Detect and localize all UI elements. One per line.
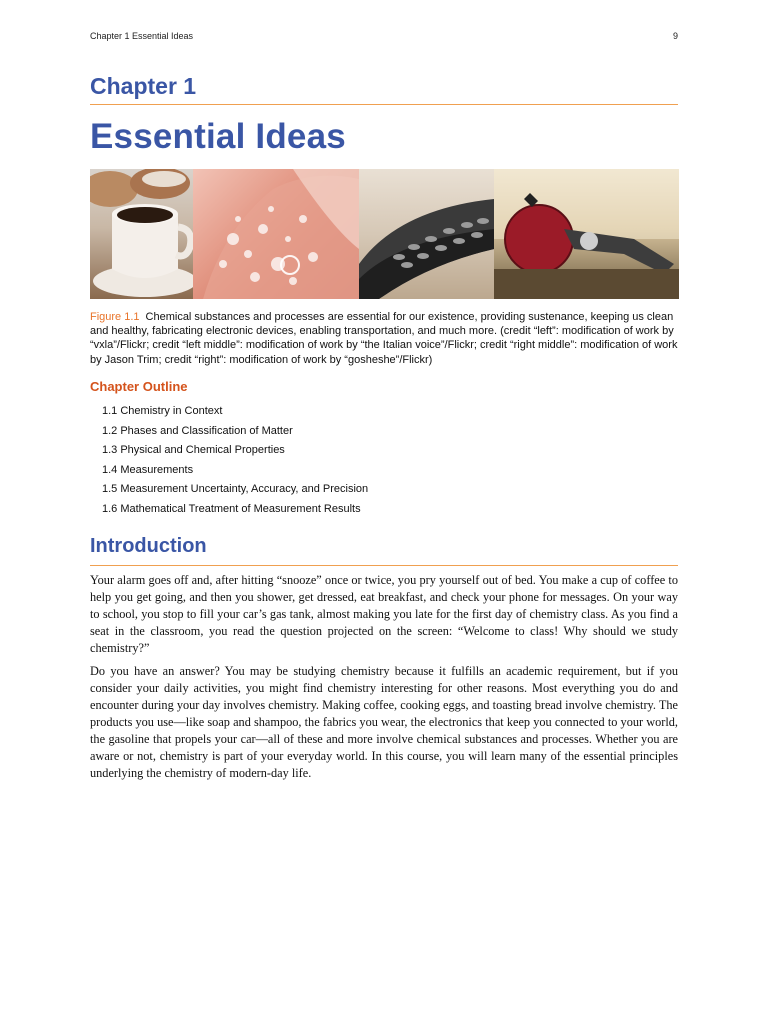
figure-banner-image [90, 169, 679, 299]
introduction-heading: Introduction [90, 535, 207, 557]
page-number: 9 [672, 31, 678, 41]
outline-item-1-3[interactable]: 1.3 Physical and Chemical Properties [102, 444, 285, 457]
outline-item-1-2[interactable]: 1.2 Phases and Classification of Matter [102, 424, 293, 437]
coffee-photo [90, 169, 193, 299]
fuel-nozzle-photo [494, 169, 679, 299]
figure-label: Figure 1.1 [90, 311, 140, 323]
chapter-outline-list [102, 404, 368, 522]
figure-caption-text: Chemical substances and processes are essential for our existence, providing sustenance, keeping us clean and healthy, fabricating electronic devices, enabling transportation, and much more. (credit “left”: modification of work by “vxla”/Flickr; credit “left middle”: modification of work by “the Italian voice”/Flickr; credit “right middle”: modification of work by Jason Trim; credit “right”: modification of work by “gosheshe”/Flickr) [90, 311, 678, 366]
introduction-paragraph-1: Your alarm goes off and, after hitting “snooze” once or twice, you pry yourself out of bed. You make a cup of coffee to help you get going, and then you shower, get dressed, eat breakfast, and check your phone for messages. On your way to school, you stop to fill your car’s gas tank, almost making you late for the first day of chemistry class. As you find a seat in the classroom, you read the question projected on the screen: “Welcome to class! Why should we study chemistry?” [90, 573, 678, 655]
chapter-outline-heading: Chapter Outline [90, 379, 188, 394]
running-header [90, 31, 678, 45]
running-title: Chapter 1 Essential Ideas [90, 31, 194, 41]
introduction-divider [90, 565, 678, 566]
chapter-divider [90, 104, 678, 105]
outline-item-1-5[interactable]: 1.5 Measurement Uncertainty, Accuracy, and Precision [102, 483, 369, 496]
phone-keypad-photo [359, 169, 494, 299]
outline-item-1-6[interactable]: 1.6 Mathematical Treatment of Measurement Results [102, 502, 361, 515]
chapter-label: Chapter 1 [90, 73, 197, 99]
outline-item-1-4[interactable]: 1.4 Measurements [102, 463, 194, 476]
chapter-title: Essential Ideas [90, 117, 346, 156]
introduction-paragraph-2: Do you have an answer? You may be studying chemistry because it fulfills an academic requirement, but if you consider your daily activities, you might find chemistry interesting for other reasons. Most everything you do and encounter during your day involves chemistry. Making coffee, cooking eggs, and toasting bread involve chemistry. The products you use—like soap and shampoo, the fabrics you wear, the electronics that keep you connected to your world, the gasoline that propels your car—all of these and more involve chemical substances and processes. Whether you are aware or not, chemistry is part of your everyday world. In this course, you will learn many of the essential principles underlying the chemistry of modern-day life. [90, 664, 678, 780]
figure-caption [90, 310, 678, 367]
soapy-hands-photo [193, 169, 359, 299]
outline-item-1-1[interactable]: 1.1 Chemistry in Context [102, 405, 223, 417]
